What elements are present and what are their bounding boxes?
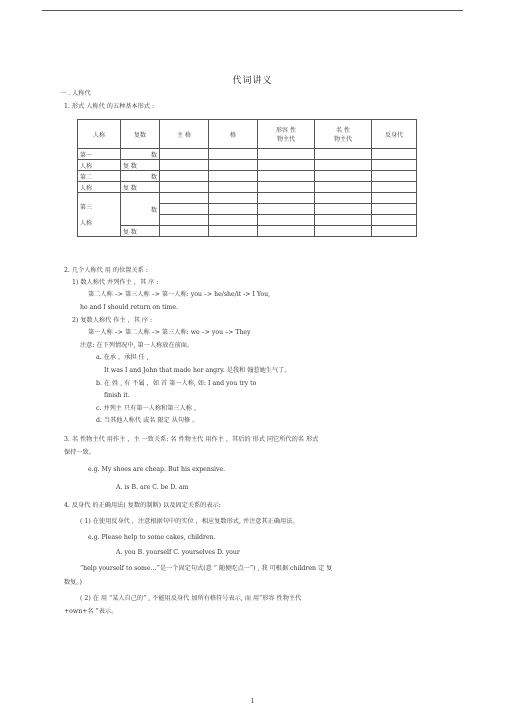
body-line: It was I and John that made her angry. 是我和 翰惹她生气了。 — [104, 367, 291, 374]
body-line: 1) 数人称代 并列作主 ，其 序 : — [72, 279, 159, 286]
body-line: 3. 名 性物主代 用作主 ，主 一致关系: 名 性物主代 用作主 ，其后的 形式 同它所代的名 形式 — [64, 436, 319, 443]
table-header-cell: 格 — [209, 120, 258, 149]
body-line: A. is B. are C. be D. am — [116, 484, 189, 491]
table-row — [78, 160, 417, 171]
pronoun-table — [77, 119, 417, 237]
table-cell: 第二 — [78, 171, 121, 182]
page-top-rule — [42, 10, 463, 11]
body-line: he and I should return on time. — [80, 304, 179, 311]
body-line: 注意: 在下列情况中, 第一人称放在前面。 — [80, 342, 194, 349]
table-cell: 数 — [121, 193, 160, 226]
table-cell-text: 人称 — [80, 220, 93, 227]
body-line: 2. 几个人称代 用 的位置关系 : — [64, 267, 148, 274]
page-title: 代词讲义 — [232, 76, 273, 86]
table-cell — [78, 193, 121, 237]
body-line: e.g. Please help to some cakes, children. — [88, 534, 216, 541]
body-line: a. 在承 ，承担 任 , — [96, 354, 149, 361]
page-number: 1 — [250, 698, 255, 705]
body-line: 数复。) — [64, 579, 82, 586]
body-line: b. 在 姓 , 有 不属 ，如 首 第一人称, 如: I and you try to — [96, 380, 257, 387]
table-cell: 人称 — [78, 182, 121, 193]
table-cell: 复 数 — [121, 160, 160, 171]
table-row — [78, 182, 417, 193]
section-heading: 一 . 人称代 — [60, 90, 91, 97]
table-cell-text: 第三 — [80, 204, 93, 211]
body-line: 4. 反身代 的正确用法( 复数的制断) 以及固定关系的表示: — [64, 502, 221, 509]
body-line: e.g. My shoes are cheap. But his expensive. — [88, 466, 226, 473]
table-header-cell: 名 性 物主代 — [315, 120, 372, 149]
table-header-cell: 人称 — [78, 120, 121, 149]
table-header-cell: 反身代 — [372, 120, 417, 149]
body-line: finish it. — [104, 392, 130, 399]
body-line: ( 1) 在使用反身代 ，注意根据句中的实位 ，相应复数形式, 并注意其正确用法。 — [80, 518, 299, 525]
body-line: 第一人称 –> 第二人称 –> 第三人称: we –> you –> They — [88, 329, 251, 336]
table-cell: 数 — [121, 171, 160, 182]
body-line: c. 并列主 只有第一人称和第三人称 ， — [96, 405, 201, 412]
table-row — [78, 193, 417, 204]
body-line: 2) 复数人称代 作主 ，其 序 : — [72, 317, 153, 324]
table-row — [78, 149, 417, 160]
body-line: “help yourself to some…”是一个固定句式(意 “ 随便吃点一”) , 我 可根据 children 定 复 — [80, 565, 333, 572]
body-line: ( 2) 在 用 “某人自己的” , 不能用反身代 加所有格符号表示, 而 用“形容 性物主代 — [80, 595, 302, 602]
table-cell: 数 — [121, 149, 160, 160]
body-line: A. you B. yourself C. yourselves D. your — [116, 549, 240, 556]
table-row — [78, 171, 417, 182]
table-header-cell: 复数 — [121, 120, 160, 149]
table-row — [78, 226, 417, 237]
table-cell: 人称 — [78, 160, 121, 171]
table-header-cell: 形容 性 物主代 — [258, 120, 315, 149]
body-line: 保持一致。 — [64, 449, 95, 456]
body-line: +own+名 ”表示。 — [64, 608, 118, 615]
body-line: 第二人称 –> 第三人称 –> 第一人称: you –> he/she/it -> I You, — [88, 291, 271, 298]
paragraph-1: 1. 形式 人称代 的五种基本形式 : — [64, 103, 155, 110]
table-header-row — [78, 120, 417, 149]
table-cell: 复 数 — [121, 182, 160, 193]
table-cell: 第一 — [78, 149, 121, 160]
table-cell: 复 数 — [121, 226, 160, 237]
table-header-cell: 主 格 — [160, 120, 209, 149]
body-line: d. 当其他人称代 或名 限定 从句修 。 — [96, 417, 199, 424]
